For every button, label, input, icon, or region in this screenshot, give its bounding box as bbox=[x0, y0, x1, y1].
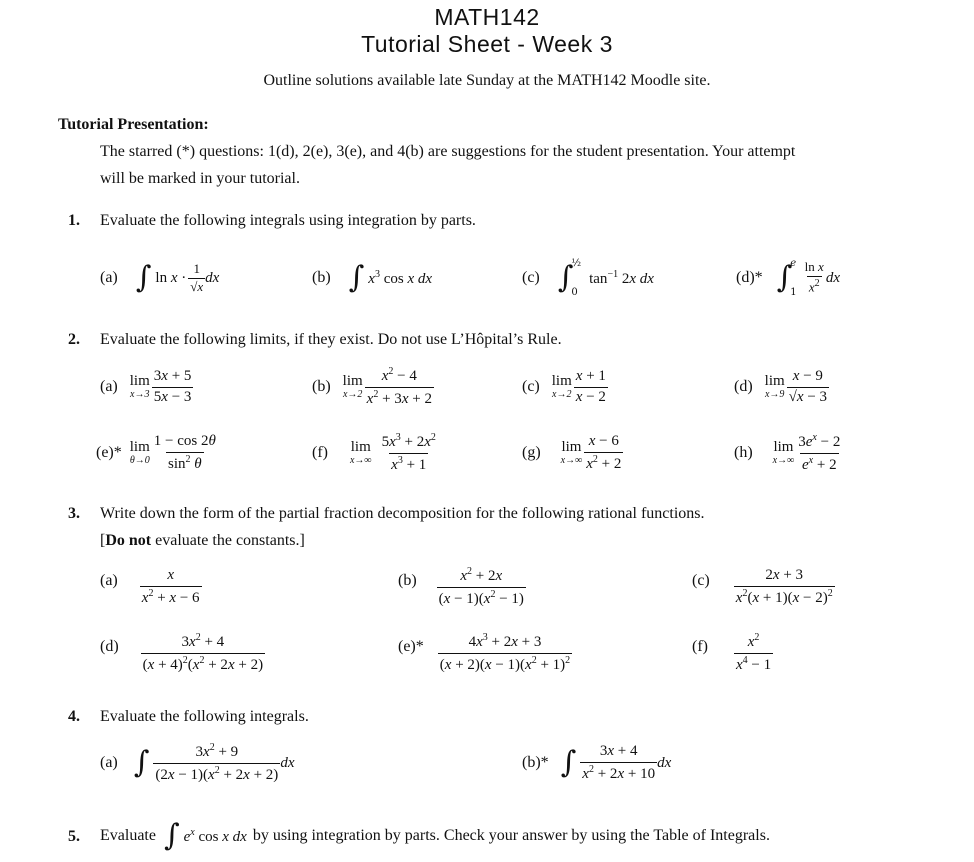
q4-part-a: (a) ∫ $\frac{3x^2 + 9}{(2x - 1)(x^2 + 2x + 2)}$ dx bbox=[100, 742, 295, 783]
question-3-note bbox=[100, 532, 305, 550]
part-label: (e)* bbox=[96, 444, 122, 461]
q2-part-e: (e)* lim θ→0 $\frac{1 - \cos 2\theta}{\sin^2 \theta}$ bbox=[96, 433, 216, 472]
question-1-number: 1. bbox=[68, 212, 80, 229]
part-label: (d) bbox=[734, 378, 753, 395]
q1-part-d: (d)* ∫ e 1 $\frac{\text{ln x}}{x^2}$ dx bbox=[736, 258, 840, 298]
part-label: (a) bbox=[100, 378, 118, 395]
page-title: Tutorial Sheet - Week 3 bbox=[361, 31, 613, 57]
note-rest: evaluate the constants.] bbox=[151, 532, 305, 549]
question-3-number: 3. bbox=[68, 505, 80, 522]
part-label: (g) bbox=[522, 444, 541, 461]
q2-part-b: (b) lim x→2 $\frac{x^2 - 4}{x^2 + 3x + 2}$ bbox=[312, 366, 432, 407]
course-code: MATH142 bbox=[434, 4, 540, 30]
part-label: (c) bbox=[522, 269, 540, 286]
q5-text-before: Evaluate bbox=[100, 827, 156, 844]
q2-part-c: (c) lim x→2 $\frac{x + 1}{x - 2}$ bbox=[522, 368, 606, 405]
part-label: (a) bbox=[100, 572, 118, 589]
question-1-text: Evaluate the following integrals using integration by parts. bbox=[100, 212, 476, 229]
part-label: (b) bbox=[398, 572, 417, 589]
question-2-text: Evaluate the following limits, if they exist. Do not use L’Hôpital’s Rule. bbox=[100, 331, 562, 348]
q2-part-a: (a) lim x→3 $\frac{3x + 5}{5x - 3}$ bbox=[100, 368, 192, 405]
solutions-note: Outline solutions available late Sunday at the MATH142 Moodle site. bbox=[263, 72, 711, 89]
presentation-text-line2: will be marked in your tutorial. bbox=[100, 170, 300, 187]
integral-sign: ∫ bbox=[560, 745, 577, 780]
q2-part-f: (f) lim x→∞ $\frac{5x^3 + 2x^2}{x^3 + 1}$ bbox=[312, 432, 436, 473]
integral-sign: ∫ bbox=[163, 818, 180, 853]
presentation-text-line1: The starred (*) questions: 1(d), 2(e), 3(e), and 4(b) are suggestions for the student presentation. Your attempt bbox=[100, 143, 796, 160]
question-2-number: 2. bbox=[68, 331, 80, 348]
part-label: (e)* bbox=[398, 638, 424, 655]
q1-part-b: (b) ∫ $x^3$ cos x dx bbox=[312, 260, 433, 295]
q2-part-d: (d) lim x→9 $\frac{x - 9}{√x - 3}$ bbox=[734, 368, 828, 405]
q5-text-after: by using integration by parts. Check your answer by using the Table of Integrals. bbox=[252, 827, 770, 844]
integral-sign: ∫ bbox=[133, 745, 150, 780]
q2-part-g: (g) lim x→∞ $\frac{x - 6}{x^2 + 2}$ bbox=[522, 433, 622, 472]
presentation-heading: Tutorial Presentation: bbox=[58, 116, 209, 133]
part-label: (h) bbox=[734, 444, 753, 461]
part-label: (b) bbox=[312, 269, 331, 286]
question-5-text: Evaluate ∫ $e^x$ cos x dx by using integration by parts. Check your answer by using the Table of Integrals. bbox=[100, 818, 770, 853]
q3-part-c: (c) $\frac{2x + 3}{x^2(x + 1)(x - 2)^2}$ bbox=[692, 567, 833, 606]
q3-part-a: (a) $\frac{x}{x^2 + x - 6}$ bbox=[100, 567, 200, 606]
q3-part-b: (b) $\frac{x^2 + 2x}{(x - 1)(x^2 - 1)}$ bbox=[398, 566, 524, 607]
q2-part-h: (h) lim x→∞ $\frac{3e^x - 2}{e^x + 2}$ bbox=[734, 432, 841, 473]
note-bracket: [ bbox=[100, 532, 106, 549]
integral-sign: ∫ bbox=[776, 260, 793, 295]
q1-part-a: (a) ∫ ln x · $\frac{1}{√x}$ dx bbox=[100, 260, 220, 295]
integral-sign: ∫ bbox=[135, 260, 152, 295]
question-4-text: Evaluate the following integrals. bbox=[100, 708, 309, 725]
part-label: (d)* bbox=[736, 269, 763, 286]
q3-part-d: (d) $\frac{3x^2 + 4}{(x + 4)^2(x^2 + 2x + 2)}$ bbox=[100, 632, 264, 673]
note-emphasis: Do not bbox=[105, 532, 152, 549]
part-label: (b) bbox=[312, 378, 331, 395]
part-label: (f) bbox=[312, 444, 328, 461]
part-label: (d) bbox=[100, 638, 119, 655]
part-label: (c) bbox=[692, 572, 710, 589]
question-4-number: 4. bbox=[68, 708, 80, 725]
integral-sign: ∫ bbox=[557, 260, 574, 295]
part-label: (f) bbox=[692, 638, 708, 655]
question-3-text: Write down the form of the partial fraction decomposition for the following rational functions. bbox=[100, 505, 705, 522]
part-label: (b)* bbox=[522, 754, 549, 771]
q3-part-f: (f) $\frac{x^2}{x^4 - 1}$ bbox=[692, 632, 772, 673]
q3-part-e: (e)* $\frac{4x^3 + 2x + 3}{(x + 2)(x - 1)(x^2 + 1)^2}$ bbox=[398, 632, 571, 673]
q1-part-c: (c) ∫ ½ 0 $\tan^{-1} 2x$ dx bbox=[522, 258, 654, 298]
q4-part-b: (b)* ∫ $\frac{3x + 4}{x^2 + 2x + 10}$ dx bbox=[522, 743, 672, 782]
part-label: (c) bbox=[522, 378, 540, 395]
question-5-number: 5. bbox=[68, 828, 80, 845]
integral-sign: ∫ bbox=[348, 260, 365, 295]
part-label: (a) bbox=[100, 754, 118, 771]
part-label: (a) bbox=[100, 269, 118, 286]
